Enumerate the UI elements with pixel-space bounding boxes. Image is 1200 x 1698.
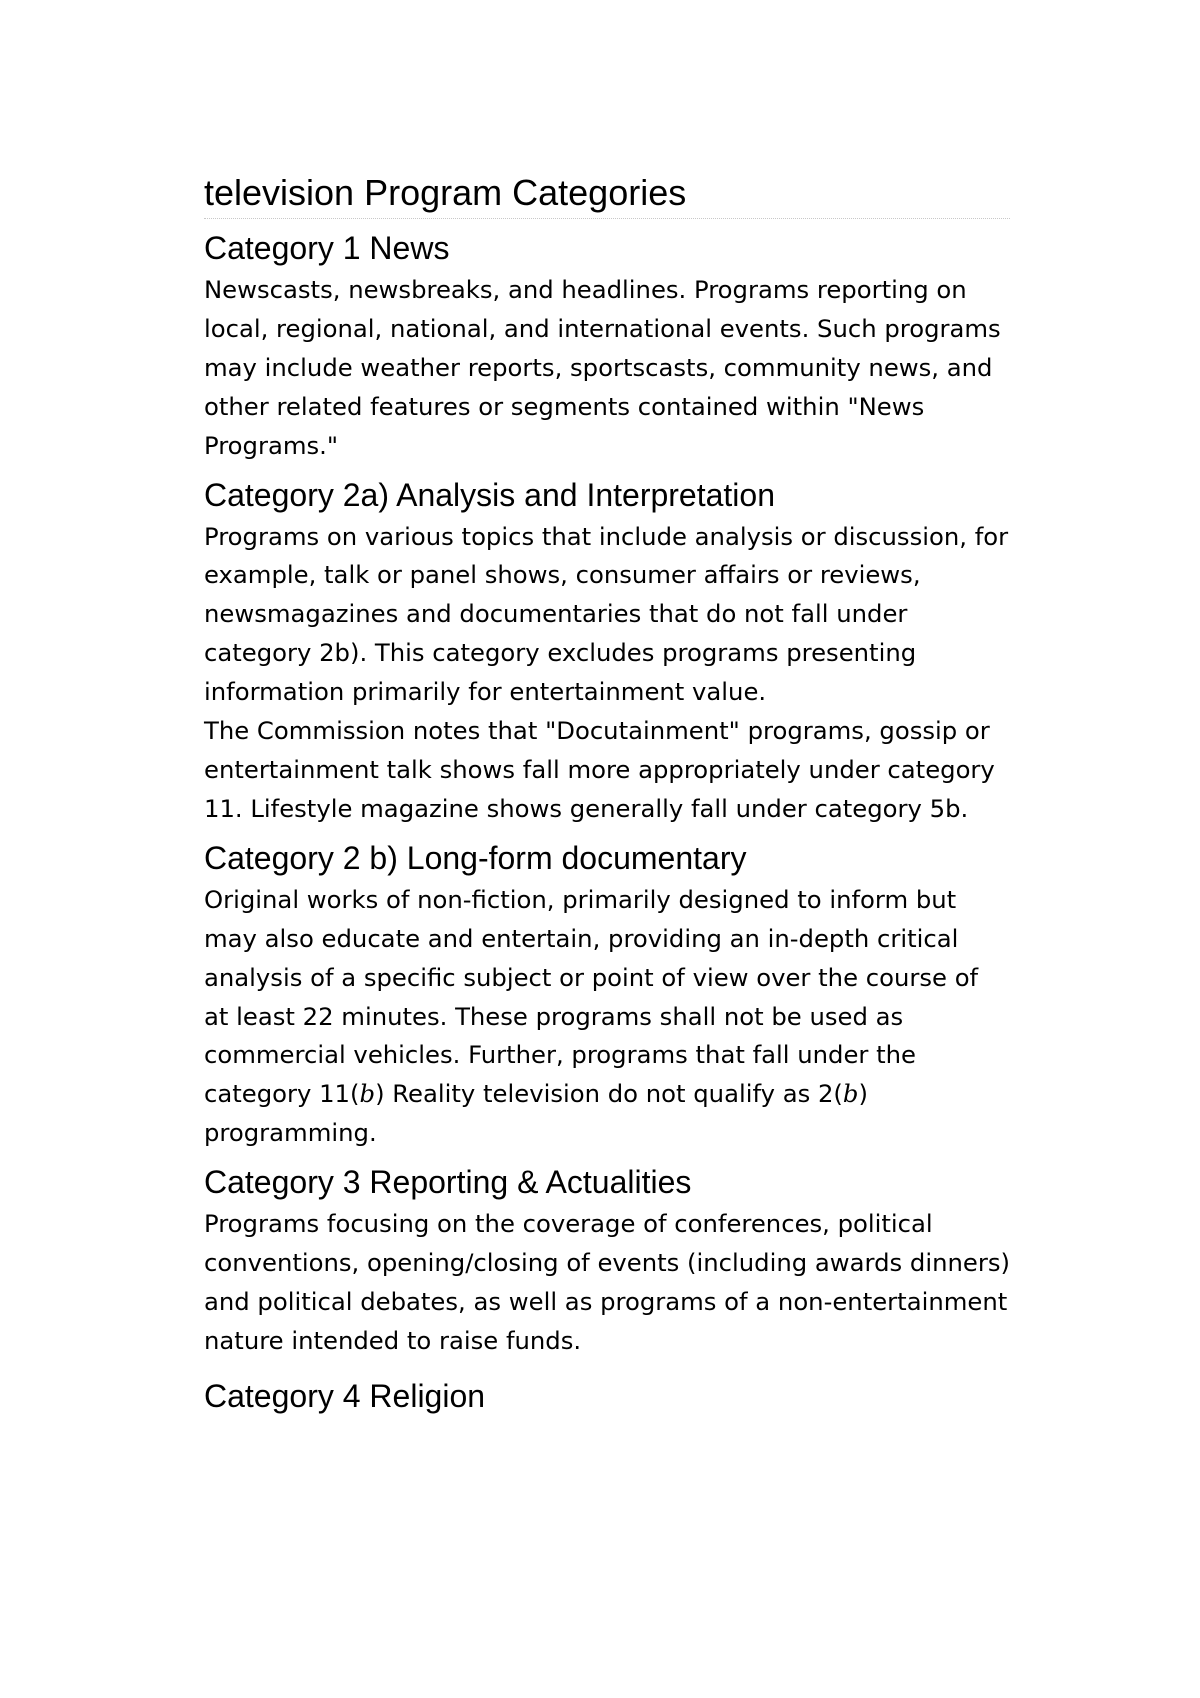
section-heading: Category 4 Religion bbox=[204, 1377, 486, 1414]
section-paragraph: Newscasts, newsbreaks, and headlines. Programs reporting on local, regional, national, and international events. Such programs may include weather reports, sportscasts, community news, and other related features or segments contained within "News Programs." bbox=[204, 275, 1001, 460]
document-title: television Program Categories bbox=[204, 170, 1010, 219]
document-page bbox=[204, 170, 1010, 1419]
paragraph-text: ) Reality television do not qualify as 2( bbox=[375, 1079, 843, 1109]
paragraph-text: Original works of non-fiction, primarily designed to inform but may also educate and entertain, providing an in-depth critical analysis of a specific subject or point of view over the course of at least 22 minutes. These programs shall not be used as commercial vehicles. Further, programs that fall under the category 11( bbox=[204, 884, 979, 1109]
section-paragraph: The Commission notes that "Docutainment" programs, gossip or entertainment talk shows fall more appropriately under category 11. Lifestyle magazine shows generally fall under category 5b. bbox=[204, 716, 995, 823]
section-paragraph bbox=[204, 881, 1010, 1153]
section-heading: Category 2a) Analysis and Interpretation bbox=[204, 476, 775, 513]
section-category-1 bbox=[204, 227, 1010, 466]
italic-letter: b bbox=[842, 1079, 859, 1109]
paragraph-text: ) programming. bbox=[204, 1079, 868, 1148]
italic-letter: b bbox=[359, 1079, 376, 1109]
section-paragraph: Programs on various topics that include analysis or discussion, for example, talk or panel shows, consumer affairs or reviews, newsmagazines and documentaries that do not fall under category 2b). This category excludes programs presenting information primarily for entertainment value. bbox=[204, 521, 1009, 707]
section-category-2a bbox=[204, 474, 1010, 829]
section-paragraph: Programs focusing on the coverage of conferences, political conventions, opening/closing of events (including awards dinners) and political debates, as well as programs of a non-entertainment nature intended to raise funds. bbox=[204, 1209, 1010, 1355]
section-heading: Category 2 b) Long-form documentary bbox=[204, 839, 747, 876]
section-category-2b bbox=[204, 837, 1010, 1153]
section-category-4 bbox=[204, 1375, 1010, 1417]
section-heading: Category 3 Reporting & Actualities bbox=[204, 1164, 692, 1201]
section-heading: Category 1 News bbox=[204, 230, 450, 266]
section-category-3 bbox=[204, 1161, 1010, 1361]
